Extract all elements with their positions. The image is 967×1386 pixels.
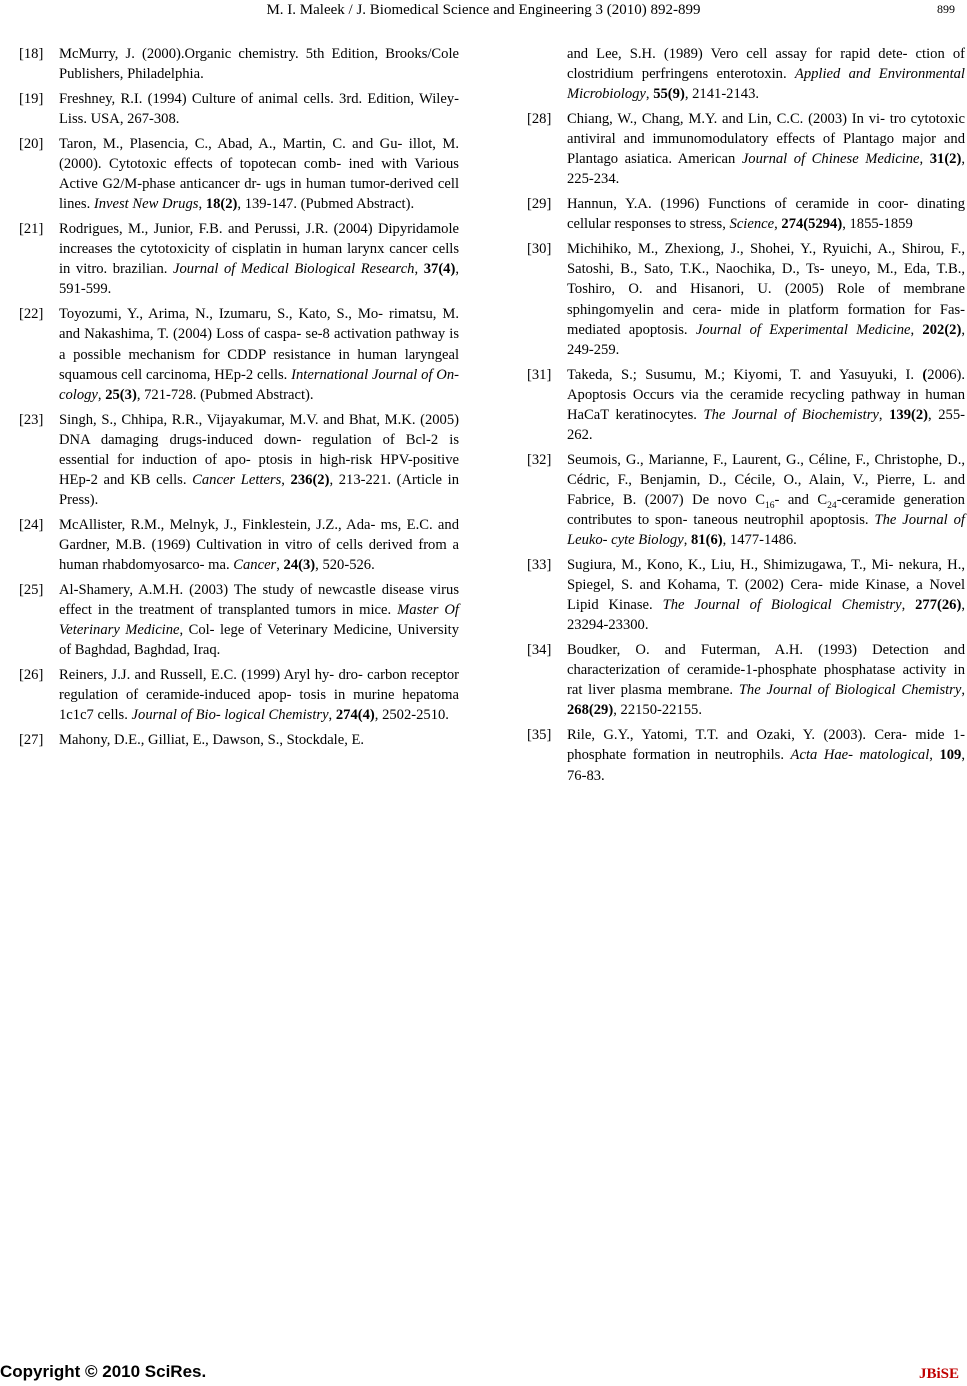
reference-item <box>19 515 459 575</box>
reference-number: [32] <box>527 451 552 468</box>
reference-text: Freshney, R.I. (1994) Culture of animal cells. 3rd. Edition, Wiley-Liss. USA, 267-308. <box>59 90 459 128</box>
reference-item <box>527 239 965 360</box>
reference-text: Mahony, D.E., Gilliat, E., Dawson, S., Stockdale, E. <box>59 732 365 749</box>
reference-number: [27] <box>19 732 44 749</box>
references-left-column <box>19 44 459 755</box>
running-head: M. I. Maleek / J. Biomedical Science and Engineering 3 (2010) 892-899 <box>266 2 701 18</box>
reference-number: [19] <box>19 90 44 107</box>
page-number: 899 <box>937 2 955 16</box>
reference-number: [23] <box>19 411 44 428</box>
reference-number: [22] <box>19 306 44 323</box>
journal-abbreviation: JBiSE <box>918 1366 959 1382</box>
reference-item <box>19 304 459 404</box>
reference-item <box>19 44 459 84</box>
reference-item <box>527 365 965 445</box>
reference-number: [34] <box>527 642 552 659</box>
reference-number: [21] <box>19 221 44 238</box>
reference-text: Toyozumi, Y., Arima, N., Izumaru, S., Kato, S., Mo- rimatsu, M. and Nakashima, T. (2004) Loss of caspa- se-8 activation pathway is a possible mechanism for CDDP resistance in human laryngeal squamous cell carcinoma, HEp-2 cells. International Journal of On- cology, 25(3), 721-728. (Pubmed Abstract). <box>59 306 459 403</box>
reference-item <box>19 219 459 299</box>
reference-number: [30] <box>527 241 552 258</box>
reference-text: Hannun, Y.A. (1996) Functions of ceramide in coor- dinating cellular responses to stress, Science, 274(5294), 1855-1859 <box>567 196 965 233</box>
reference-item <box>527 640 965 720</box>
reference-text: Rile, G.Y., Yatomi, T.T. and Ozaki, Y. (2003). Cera- mide 1-phosphate formation in neutrophils. Acta Hae- matological, 109, 76-83. <box>567 727 965 784</box>
reference-text: McMurry, J. (2000).Organic chemistry. 5th Edition, Brooks/Cole Publishers, Philadelphia. <box>59 46 459 83</box>
reference-number: [25] <box>19 581 44 598</box>
reference-item <box>19 134 459 214</box>
reference-continued: and Lee, S.H. (1989) Vero cell assay for rapid dete- ction of clostridium perfringens enterotoxin. Applied and Environmental Microbiology, 55(9), 2141-2143. <box>567 46 965 103</box>
reference-item <box>527 109 965 189</box>
reference-item <box>19 89 459 129</box>
reference-text: Seumois, G., Marianne, F., Laurent, G., Céline, F., Christophe, D., Cédric, F., Benjamin, D., Cécile, O., Alain, V., Pierre, L. and Fabrice, B. (2007) De novo $C_{16}-$ and $C_{24}$-ceramide generation contributes to spon- taneous neutrophil apoptosis. The Journal of Leuko- cyte Biology, 81(6), 1477-1486. <box>567 451 965 549</box>
reference-item <box>19 730 459 750</box>
reference-number: [26] <box>19 667 44 684</box>
reference-text: Michihiko, M., Zhexiong, J., Shohei, Y., Ryuichi, A., Shirou, F., Satoshi, B., Sato, T.K., Naochika, D., Ts- uneyo, M., Eda, T.B., Toshiro, O. and Hisanori, U. (2005) Role of membrane sphingomyelin and cera- mide in platform formation for Fas-mediated apoptosis. Journal of Experimental Medicine, 202(2), 249-259. <box>567 241 965 358</box>
references-right-column <box>527 44 965 790</box>
reference-item <box>19 580 459 660</box>
reference-text: McAllister, R.M., Melnyk, J., Finklestein, J.Z., Ada- ms, E.C. and Gardner, M.B. (1969) Cultivation in vitro of cells derived from a human rhabdomyosarco- ma. Cancer, 24(3), 520-526. <box>59 516 459 574</box>
reference-number: [18] <box>19 46 44 62</box>
reference-text: Singh, S., Chhipa, R.R., Vijayakumar, M.V. and Bhat, M.K. (2005) DNA damaging drugs-induced down- regulation of Bcl-2 is essential for induction of apo- ptosis in high-risk HPV-positive HEp-2 and KB cells. Cancer Letters, 236(2), 213-221. (Article in Press). <box>59 411 459 508</box>
reference-number: [24] <box>19 516 44 533</box>
reference-text: Taron, M., Plasencia, C., Abad, A., Martin, C. and Gu- illot, M. (2000). Cytotoxic effects of topotecan comb- ined with Various Active G2/M-phase anticancer dr- ugs in human tumor-derived cell lines. Invest New Drugs, 18(2), 139-147. (Pubmed Abstract). <box>59 135 459 213</box>
reference-number: [35] <box>527 727 552 744</box>
reference-number: [33] <box>527 557 552 574</box>
reference-text: Boudker, O. and Futerman, A.H. (1993) Detection and characterization of ceramide-1-phosphate phosphatase activity in rat liver plasma membrane. The Journal of Biological Chemistry, 268(29), 22150-22155. <box>567 642 965 719</box>
reference-number: [28] <box>527 111 552 128</box>
reference-item <box>527 725 965 785</box>
reference-text: Sugiura, M., Kono, K., Liu, H., Shimizugawa, T., Mi- nekura, H., Spiegel, S. and Kohama, T. (2002) Cera- mide Kinase, a Novel Lipid Kinase. The Journal of Biological Chemistry, 277(26), 23294-23300. <box>567 557 965 634</box>
reference-number: [31] <box>527 366 552 383</box>
reference-text: Rodrigues, M., Junior, F.B. and Perussi, J.R. (2004) Dipyridamole increases the cytotoxicity of cisplatin in human larynx cancer cells in vitro. brazilian. Journal of Medical Biological Research, 37(4), 591-599. <box>59 221 459 298</box>
reference-item <box>19 665 459 725</box>
reference-text: Reiners, J.J. and Russell, E.C. (1999) Aryl hy- dro- carbon receptor regulation of ceramide-induced apop- tosis in murine hepatoma 1c1c7 cells. Journal of Bio- logical Chemistry, 274(4), 2502-2510. <box>59 667 459 724</box>
reference-item <box>527 194 965 234</box>
reference-item <box>19 410 459 510</box>
reference-text: Takeda, S.; Susumu, M.; Kiyomi, T. and Yasuyuki, I. (2006). Apoptosis Occurs via the ceramide recycling pathway in human HaCaT keratinocytes. The Journal of Biochemistry, 139(2), 255-262. <box>567 366 965 443</box>
reference-item <box>527 555 965 635</box>
copyright-notice: Copyright © 2010 SciRes. <box>0 1362 207 1381</box>
reference-text: Chiang, W., Chang, M.Y. and Lin, C.C. (2003) In vi- tro cytotoxic antiviral and immunomodulatory effects of Plantago major and Plantago asiatica. American Journal of Chinese Medicine, 31(2), 225-234. <box>567 111 965 188</box>
reference-number: [20] <box>19 135 44 152</box>
reference-item <box>527 450 965 550</box>
reference-text: Al-Shamery, A.M.H. (2003) The study of newcastle disease virus effect in the treatment of transplanted tumors in mice. Master Of Veterinary Medicine, Col- lege of Veterinary Medicine, University of Baghdad, Baghdad, Iraq. <box>59 581 459 659</box>
reference-number: [29] <box>527 196 552 213</box>
